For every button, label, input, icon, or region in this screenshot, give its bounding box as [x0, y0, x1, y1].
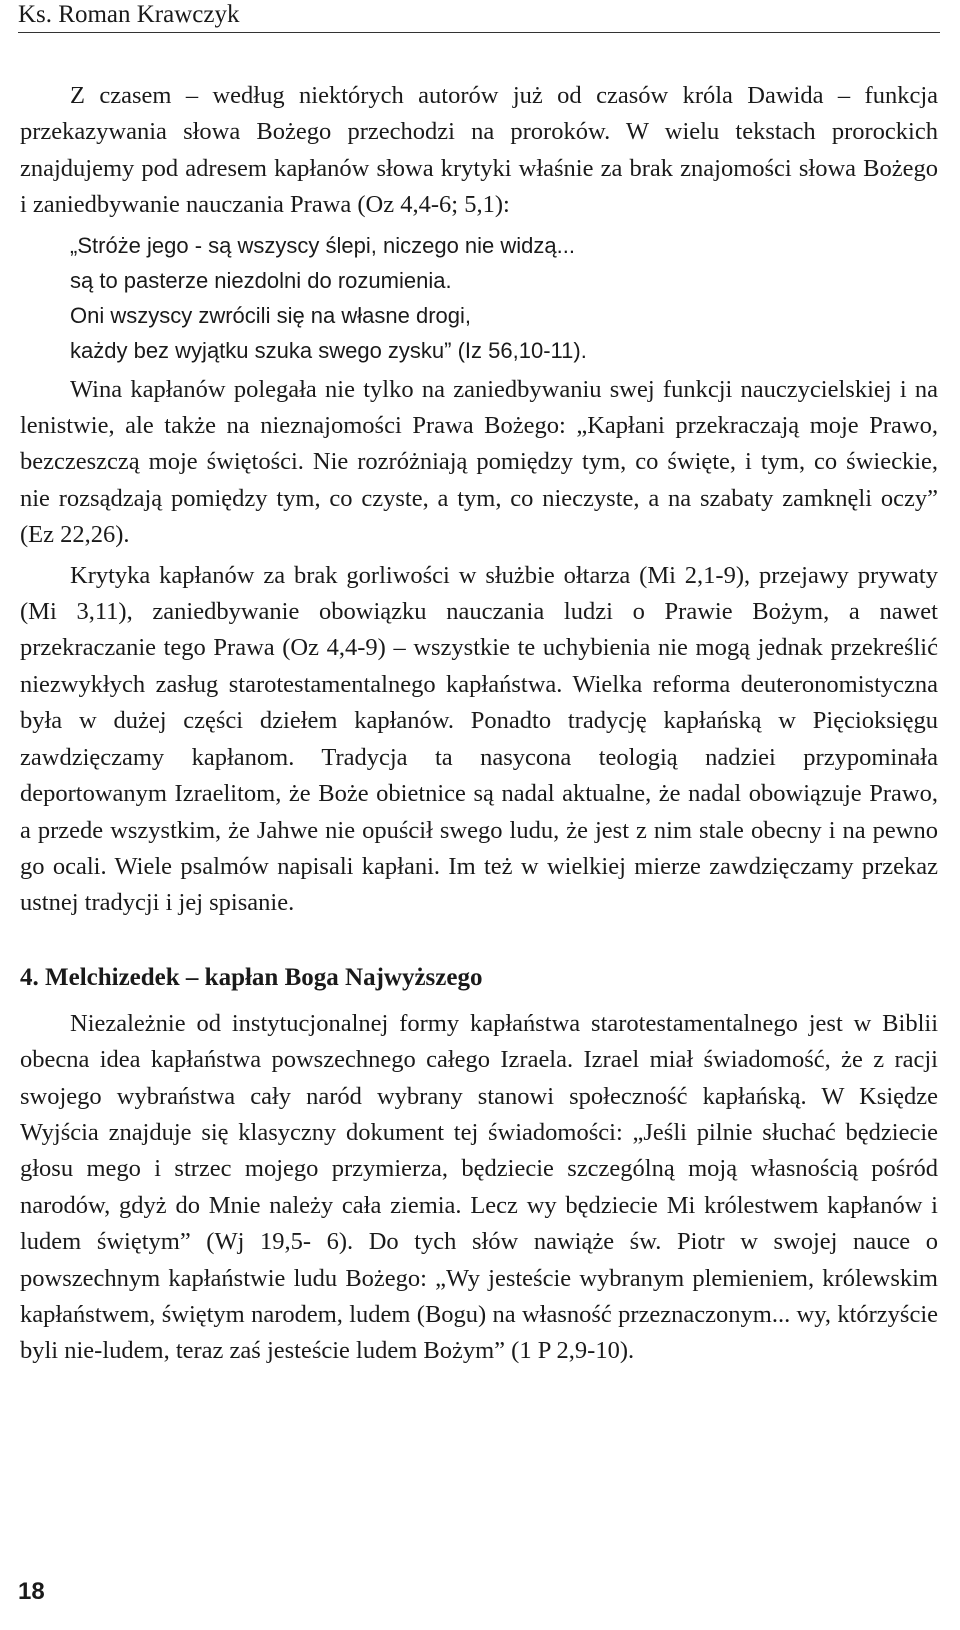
paragraph-2: Wina kapłanów polegała nie tylko na zaniedbywaniu swej funkcji nauczycielskiej i na lenistwie, ale także na nieznajomości Prawa Bożego: „Kapłani przekraczają moje Prawo, bezczeszczą moje świętości. Nie rozróżniają pomiędzy tym, co święte, i tym, co świeckie, nie rozsądzają pomiędzy tym, co czyste, a tym, co nieczyste, a na szabaty zamknęli oczy” (Ez 22,26).	[20, 375, 938, 549]
quote-line: każdy bez wyjątku szuka swego zysku” (Iz 56,10-11).	[70, 337, 587, 363]
quote-line: Oni wszyscy zwrócili się na własne drogi,	[70, 302, 472, 328]
page-number: 18	[18, 1578, 45, 1605]
running-head: Ks. Roman Krawczyk	[18, 0, 940, 33]
quote-line: są to pasterze niezdolni do rozumienia.	[70, 267, 452, 293]
quote-line: „Stróże jego - są wszyscy ślepi, niczego nie widzą...	[70, 232, 575, 258]
section-heading: 4. Melchizedek – kapłan Boga Najwyższego	[20, 963, 483, 991]
paragraph-3: Krytyka kapłanów za brak gorliwości w służbie ołtarza (Mi 2,1-9), przejawy prywaty (Mi 3,11), zaniedbywanie obowiązku nauczania ludzi o Prawie Bożym, a nawet przekraczanie tego Prawa (Oz 4,4-9) – wszystkie te uchybienia nie mogą jednak przekreślić niezwykłych zasług starotestamentalnego kapłaństwa. Wielka reforma deuteronomistyczna była w dużej części dziełem kapłanów. Ponadto tradycję kapłańską w Pięcioksięgu zawdzięczamy kapłanom. Tradycja ta nasycona teologią nadziei przypominała deportowanym Izraelitom, że Boże obietnice są nadal aktualne, że nadal obowiązuje Prawo, a przede wszystkim, że Jahwe nie opuścił swego ludu, że jest z nim stale obecny i na pewno go ocali. Wiele psalmów napisali kapłani. Im też w wielkiej mierze zawdzięczamy przekaz ustnej tradycji i jej spisanie.	[20, 561, 938, 917]
paragraph-1: Z czasem – według niektórych autorów już od czasów króla Dawida – funkcja przekazywania słowa Bożego przechodzi na proroków. W wielu tekstach prorockich znajdujemy pod adresem kapłanów słowa krytyki właśnie za brak znajomości słowa Bożego i zaniedbywanie nauczania Prawa (Oz 4,4-6; 5,1):	[20, 82, 938, 219]
paragraph-4: Niezależnie od instytucjonalnej formy kapłaństwa starotestamentalnego jest w Biblii obecna idea kapłaństwa powszechnego całego Izraela. Izrael miał świadomość, że z racji swojego wybraństwa cały naród wybrany stanowi społeczność kapłańską. W Księdze Wyjścia znajduje się klasyczny dokument tej świadomości: „Jeśli pilnie słuchać będziecie głosu mego i strzec mojego przymierza, będziecie szczególną moją własnością pośród narodów, gdyż do Mnie należy cała ziemia. Lecz wy będziecie Mi królestwem kapłanów i ludem świętym” (Wj 19,5- 6). Do tych słów nawiąże św. Piotr w swojej nauce o powszechnym kapłaństwie ludu Bożego: „Wy jesteście wybranym plemieniem, królewskim kapłaństwem, świętym narodem, ludem (Bogu) na własność przeznaczonym... wy, którzyście byli nie-ludem, teraz zaś jesteście ludem Bożym” (1 P 2,9-10).	[20, 1009, 938, 1365]
block-quote	[70, 228, 938, 368]
page-content	[20, 78, 938, 1370]
